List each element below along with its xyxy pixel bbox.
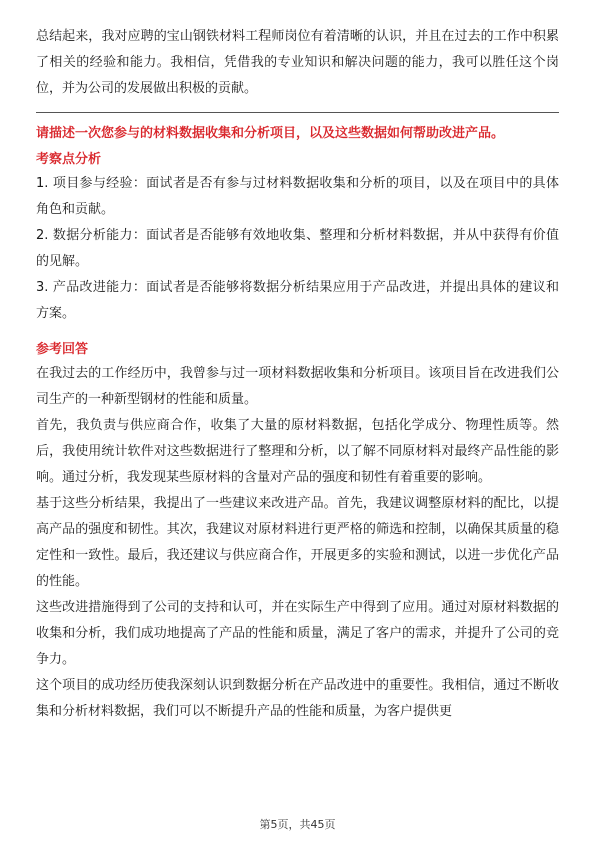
answer-paragraph: 基于这些分析结果，我提出了一些建议来改进产品。首先，我建议调整原材料的配比，以提高产品的强度和韧性。其次，我建议对原材料进行更严格的筛选和控制，以确保其质量的稳定性和一致性。最后，我还建议与供应商合作，开展更多的实验和测试，以进一步优化产品的性能。	[36, 496, 559, 589]
analysis-item: 3. 产品改进能力：面试者是否能够将数据分析结果应用于产品改进，并提出具体的建议和方案。	[36, 280, 559, 321]
analysis-item: 2. 数据分析能力：面试者是否能够有效地收集、整理和分析材料数据，并从中获得有价值的见解。	[36, 228, 559, 269]
answer-title: 参考回答	[36, 342, 89, 357]
page-number: 第5页，共45页	[259, 818, 336, 831]
section-divider	[36, 112, 559, 113]
question-heading: 请描述一次您参与的材料数据收集和分析项目，以及这些数据如何帮助改进产品。	[36, 126, 505, 141]
answer-paragraph: 这些改进措施得到了公司的支持和认可，并在实际生产中得到了应用。通过对原材料数据的收集和分析，我们成功地提高了产品的性能和质量，满足了客户的需求，并提升了公司的竞争力。	[36, 600, 559, 667]
answer-paragraph: 在我过去的工作经历中，我曾参与过一项材料数据收集和分析项目。该项目旨在改进我们公司生产的一种新型钢材的性能和质量。	[36, 366, 559, 407]
document-page	[36, 24, 559, 725]
analysis-item: 1. 项目参与经验：面试者是否有参与过材料数据收集和分析的项目，以及在项目中的具体角色和贡献。	[36, 176, 559, 217]
intro-paragraph: 总结起来，我对应聘的宝山钢铁材料工程师岗位有着清晰的认识，并且在过去的工作中积累了相关的经验和能力。我相信，凭借我的专业知识和解决问题的能力，我可以胜任这个岗位，并为公司的发展做出积极的贡献。	[36, 29, 559, 96]
answer-paragraph: 这个项目的成功经历使我深刻认识到数据分析在产品改进中的重要性。我相信，通过不断收集和分析材料数据，我们可以不断提升产品的性能和质量，为客户提供更	[36, 678, 559, 719]
answer-paragraph: 首先，我负责与供应商合作，收集了大量的原材料数据，包括化学成分、物理性质等。然后，我使用统计软件对这些数据进行了整理和分析，以了解不同原材料对最终产品性能的影响。通过分析，我发现某些原材料的含量对产品的强度和韧性有着重要的影响。	[36, 418, 559, 485]
analysis-title: 考察点分析	[36, 152, 102, 167]
